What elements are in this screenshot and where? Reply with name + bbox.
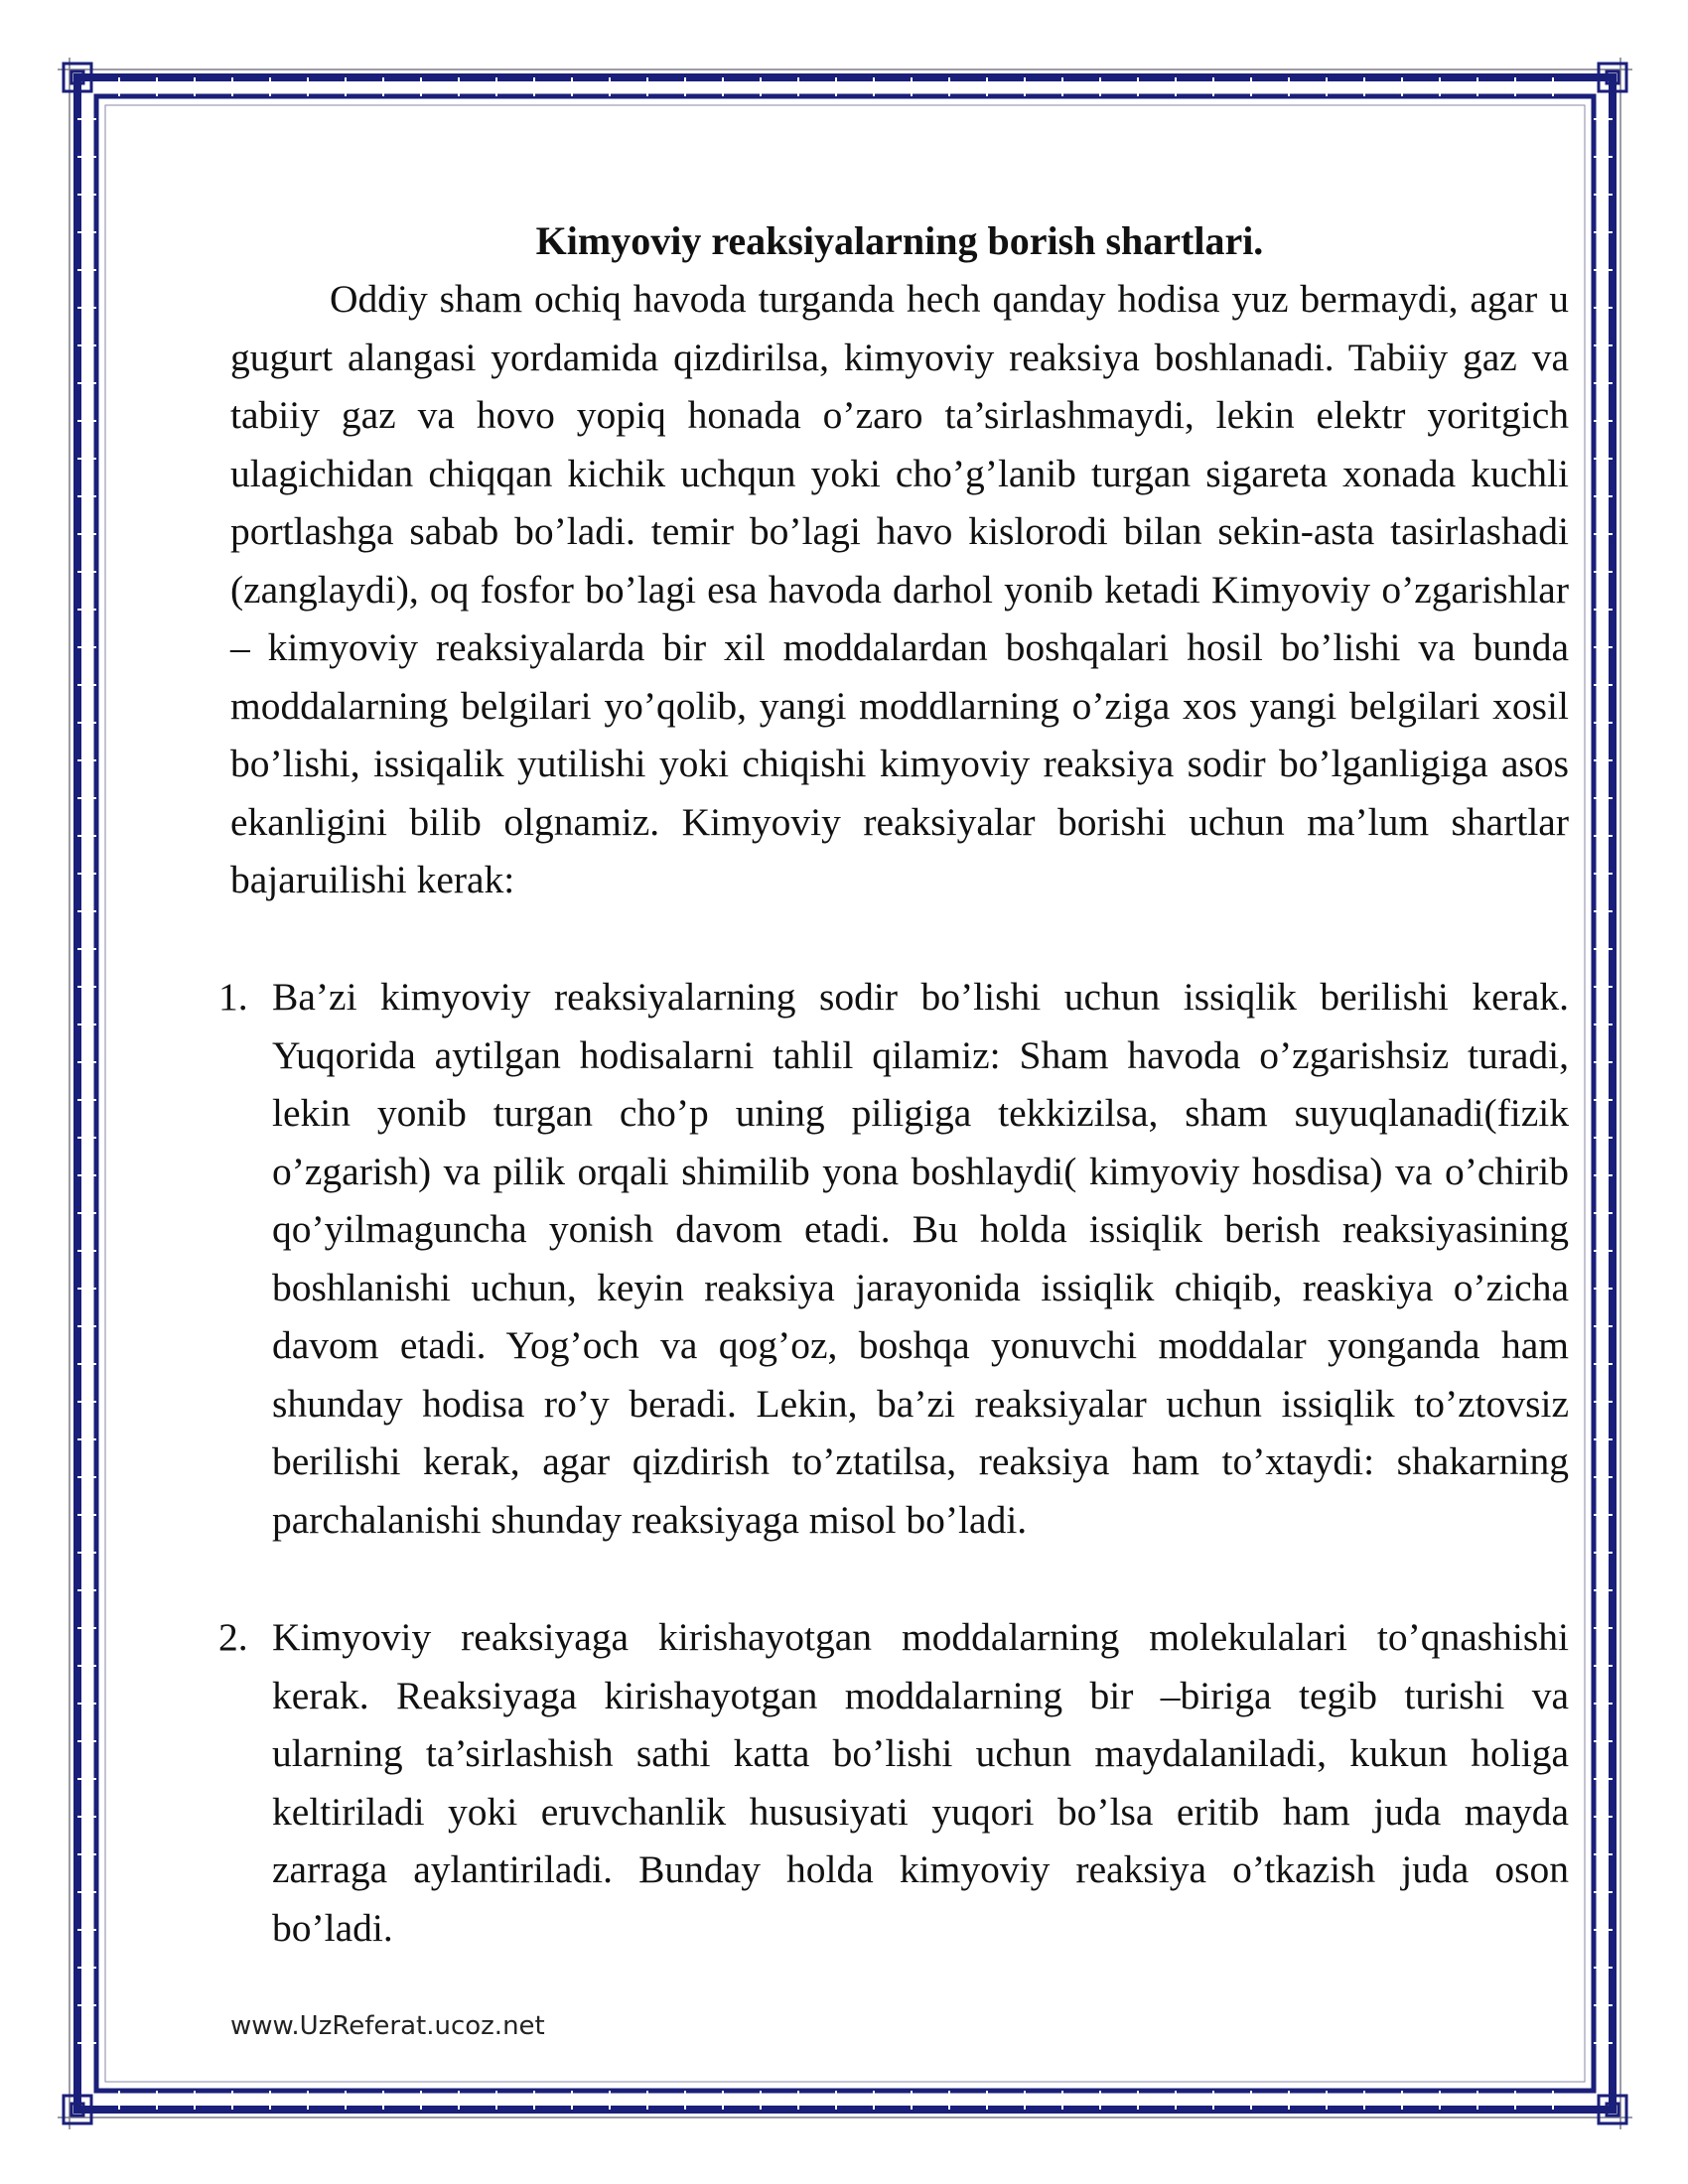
- footer-url: www.UzReferat.ucoz.net: [230, 2011, 545, 2041]
- list-item-number: 1.: [218, 975, 248, 1019]
- list-item-number: 2.: [218, 1615, 248, 1659]
- list-item: [218, 968, 1569, 1549]
- list-item: [218, 1608, 1569, 1957]
- list-item-text: Ba’zi kimyoviy reaksiyalarning sodir bo’lishi uchun issiqlik berilishi kerak. Yuqorida aytilgan hodisalarni tahlil qilamiz: Sham havoda o’zgarishsiz turadi, lekin yonib turgan cho’p uning piligiga tekkizilsa, sham suyuqlanadi(fizik o’zgarish) va pilik orqali shimilib yona boshlaydi( kimyoviy hosdisa) va o’chirib qo’yilmaguncha yonish davom etadi. Bu holda issiqlik berish reaksiyasining boshlanishi uchun, keyin reaksiya jarayonida issiqlik chiqib, reaskiya o’zicha davom etadi. Yog’och va qog’oz, boshqa yonuvchi moddalar yonganda ham shunday hodisa ro’y beradi. Lekin, ba’zi reaksiyalar uchun issiqlik to’ztovsiz berilishi kerak, agar qizdirish to’ztatilsa, reaksiya ham to’xtaydi: shakarning parchalanishi shunday reaksiyaga misol bo’ladi.: [272, 975, 1569, 1542]
- list-item-text: Kimyoviy reaksiyaga kirishayotgan moddalarning molekulalari to’qnashishi kerak. Reaksiyaga kirishayotgan moddalarning bir –biriga tegib turishi va ularning ta’sirlashish sathi katta bo’lishi uchun maydalaniladi, kukun holiga keltiriladi yoki eruvchanlik hususiyati yuqori bo’lsa eritib ham juda mayda zarraga aylantiriladi. Bunday holda kimyoviy reaksiya o’tkazish juda oson bo’ladi.: [272, 1615, 1569, 1950]
- intro-paragraph: Oddiy sham ochiq havoda turganda hech qanday hodisa yuz bermaydi, agar u gugurt alangasi yordamida qizdirilsa, kimyoviy reaksiya boshlanadi. Tabiiy gaz va tabiiy gaz va hovo yopiq honada o’zaro ta’sirlashmaydi, lekin elektr yoritgich ulagichidan chiqqan kichik uchqun yoki cho’g’lanib turgan sigareta xonada kuchli portlashga sabab bo’ladi. temir bo’lagi havo kislorodi bilan sekin-asta tasirlashadi (zanglaydi), oq fosfor bo’lagi esa havoda darhol yonib ketadi Kimyoviy o’zgarishlar – kimyoviy reaksiyalarda bir xil moddalardan boshqalari hosil bo’lishi va bunda moddalarning belgilari yo’qolib, yangi moddlarning o’ziga xos yangi belgilari xosil bo’lishi, issiqalik yutilishi yoki chiqishi kimyoviy reaksiya sodir bo’lganligiga asos ekanligini bilib olgnamiz. Kimyoviy reaksiyalar borishi uchun ma’lum shartlar bajaruilishi kerak:: [230, 277, 1569, 901]
- page-title: Kimyoviy reaksiyalarning borish shartlari.: [535, 218, 1264, 263]
